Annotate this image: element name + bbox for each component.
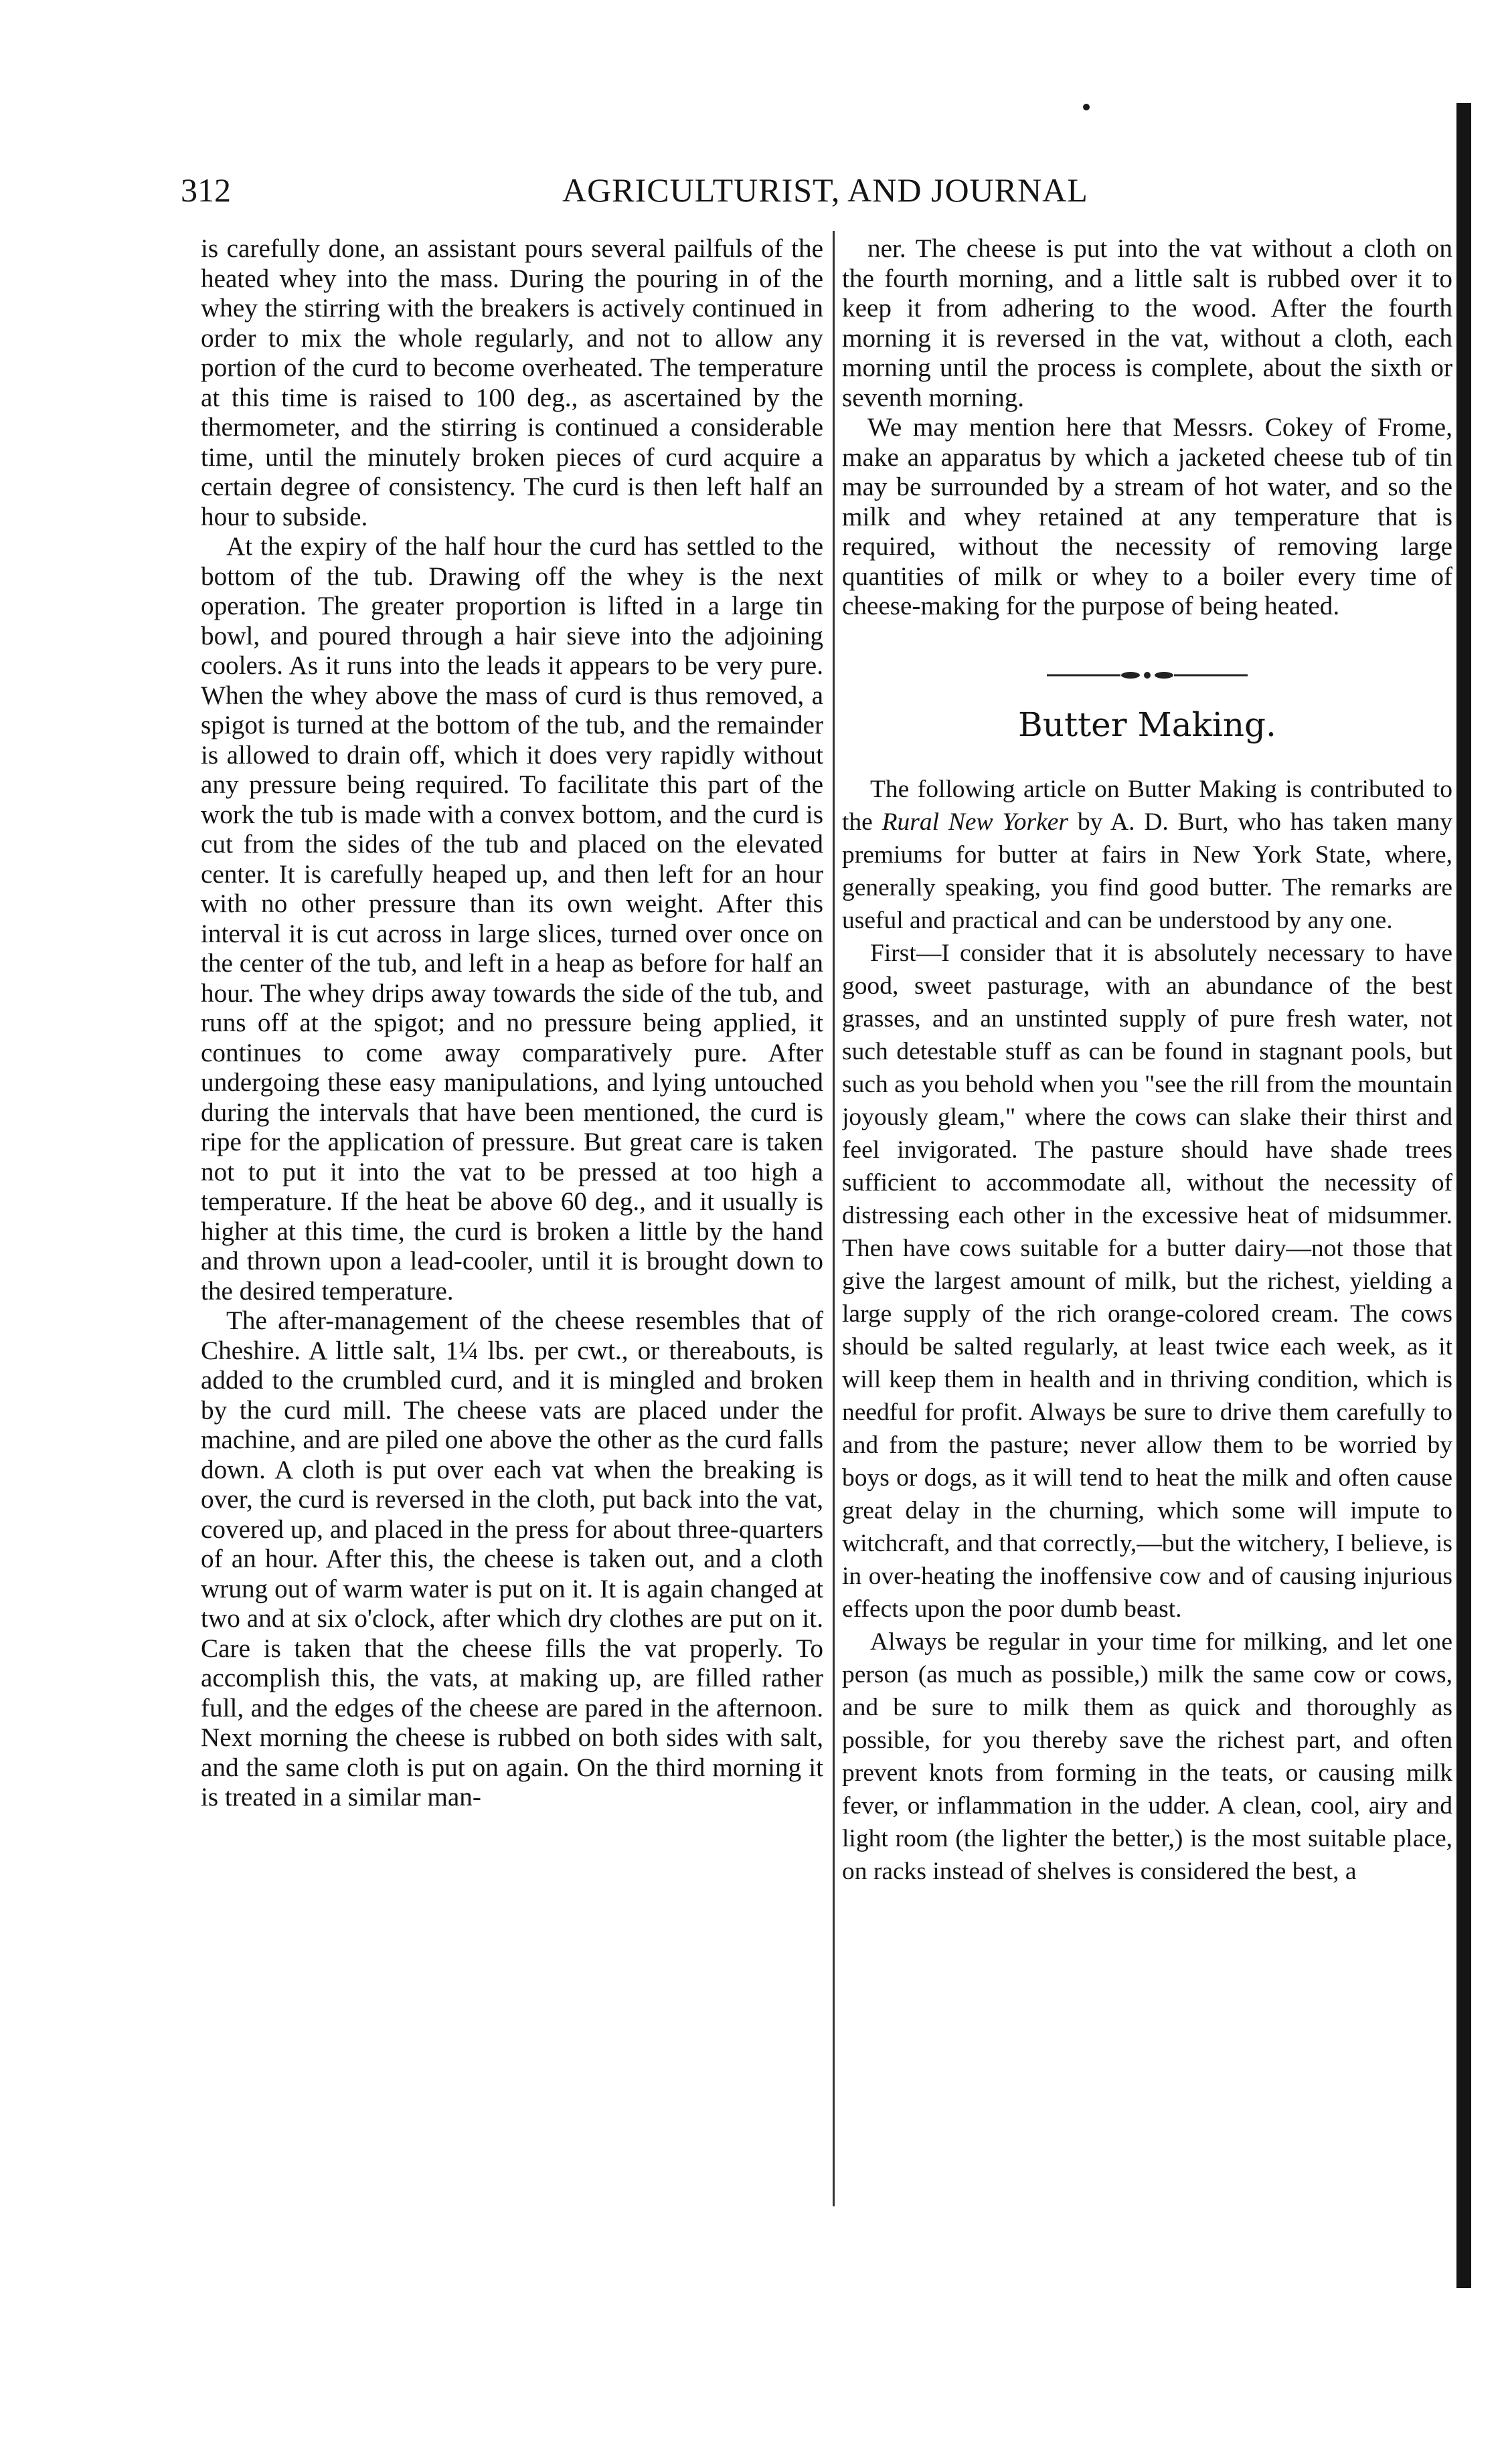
page-number: 312 bbox=[181, 171, 231, 209]
page-header bbox=[181, 171, 1319, 217]
publication-title: Rural New Yorker bbox=[882, 808, 1068, 836]
ornament-rule-icon bbox=[1047, 669, 1248, 682]
paragraph: At the expiry of the half hour the curd has settled to the bottom of the tub. Drawing off the whey is the next operation. The greater proportion is lifted in a large tin bowl, and poured through a hair sieve into the adjoining coolers. As it runs into the leads it appears to be very pure. When the whey above the mass of curd is thus removed, a spigot is turned at the bottom of the tub, and the remainder is allowed to drain off, which it does very rapidly without any pressure being required. To facilitate this part of the work the tub is made with a convex bottom, and the curd is cut from the sides of the tub and placed on the elevated center. It is carefully heaped up, and then left for an hour with no other pressure than its own weight. After this interval it is cut across in large slices, turned over once on the center of the tub, and left in a heap as before for half an hour. The whey drips away towards the side of the tub, and runs off at the spigot; and no pressure being applied, it continues to come away comparatively pure. After undergoing these easy manipulations, and lying untouched during the intervals that have been mentioned, the curd is ripe for the application of pressure. But great care is taken not to put it into the vat to be pressed at too high a temperature. If the heat be above 60 deg., and it usually is higher at this time, the curd is broken a little by the hand and thrown upon a lead-cooler, until it is brought down to the desired temperature. bbox=[201, 532, 823, 1306]
speck-mark bbox=[1083, 104, 1090, 110]
intro-text-continued: by A. D. Burt, who has taken many premiums for butter at fairs in New York State, where, generally speaking, you find good butter. The remarks are useful and practical and can be understood by any one. bbox=[842, 808, 1452, 934]
paragraph: The after-management of the cheese resembles that of Cheshire. A little salt, 1¼ lbs. per cwt., or thereabouts, is added to the crumbled curd, and it is mingled and broken by the curd mill. The cheese vats are placed under the machine, and are piled one above the other as the curd falls down. A cloth is put over each vat when the breaking is over, the curd is reversed in the cloth, put back into the vat, covered up, and placed in the press for about three-quarters of an hour. After this, the cheese is taken out, and a cloth wrung out of warm water is put on it. It is again changed at two and at six o'clock, after which dry clothes are put on it. Care is taken that the cheese fills the vat properly. To accomplish this, the vats, at making up, are filled rather full, and the edges of the cheese are pared in the afternoon. Next morning the cheese is rubbed on both sides with salt, and the same cloth is put on again. On the third morning it is treated in a similar man- bbox=[201, 1306, 823, 1812]
paragraph: Always be regular in your time for milking, and let one person (as much as possible,) milk the same cow or cows, and be sure to milk them as quick and thoroughly as possible, for you thereby save the richest part, and often prevent knots from forming in the teats, or causing milk fever, or inflammation in the udder. A clean, cool, airy and light room (the lighter the better,) is the most suitable place, on racks instead of shelves is considered the best, a bbox=[842, 1627, 1452, 1885]
right-column bbox=[842, 234, 1452, 1888]
running-title: AGRICULTURIST, AND JOURNAL bbox=[562, 171, 1088, 209]
left-column bbox=[201, 234, 823, 1813]
page-edge-shadow bbox=[1456, 103, 1471, 2288]
section-ornament bbox=[842, 669, 1452, 682]
section-title: Butter Making. bbox=[1018, 705, 1276, 744]
intro-text: The following article on Butter Making is contributed to the bbox=[842, 775, 1452, 836]
column-divider bbox=[833, 231, 835, 2206]
paragraph: We may mention here that Messrs. Cokey of Frome, make an apparatus by which a jacketed cheese tub of tin may be surrounded by a stream of hot water, and so the milk and whey retained at any temperature that is required, without the necessity of removing large quantities of milk or whey to a boiler every time of cheese-making for the purpose of being heated. bbox=[842, 413, 1452, 620]
paragraph: First—I consider that it is absolutely necessary to have good, sweet pasturage, with an abundance of the best grasses, and an unstinted supply of pure fresh water, not such detestable stuff as can be found in stagnant pools, but such as you behold when you "see the rill from the mountain joyously gleam," where the cows can slake their thirst and feel invigorated. The pasture should have shade trees sufficient to accommodate all, without the necessity of distressing each other in the excessive heat of midsummer. Then have cows suitable for a butter dairy—not those that give the largest amount of milk, but the richest, yielding a large supply of the rich orange-colored cream. The cows should be salted regularly, at least twice each week, as it will keep them in health and in thriving condition, which is needful for profit. Always be sure to drive them carefully to and from the pasture; never allow them to be worried by boys or dogs, as it will tend to heat the milk and often cause great delay in the churning, which some will impute to witchcraft, and that correctly,—but the witchery, I believe, is in over-heating the inoffensive cow and of causing injurious effects upon the poor dumb beast. bbox=[842, 939, 1452, 1623]
intro-paragraph bbox=[842, 773, 1452, 937]
paragraph: is carefully done, an assistant pours several pailfuls of the heated whey into the mass. During the pouring in of the whey the stirring with the breakers is actively continued in order to mix the whole regularly, and not to allow any portion of the curd to become overheated. The temperature at this time is raised to 100 deg., as ascertained by the thermometer, and the stirring is continued a considerable time, until the minutely broken pieces of curd acquire a certain degree of consistency. The curd is then left half an hour to subside. bbox=[201, 234, 823, 531]
paragraph: ner. The cheese is put into the vat without a cloth on the fourth morning, and a little salt is rubbed over it to keep it from adhering to the wood. After the fourth morning it is reversed in the vat, without a cloth, each morning until the process is complete, about the sixth or seventh morning. bbox=[842, 234, 1452, 412]
article-body bbox=[842, 773, 1452, 1888]
